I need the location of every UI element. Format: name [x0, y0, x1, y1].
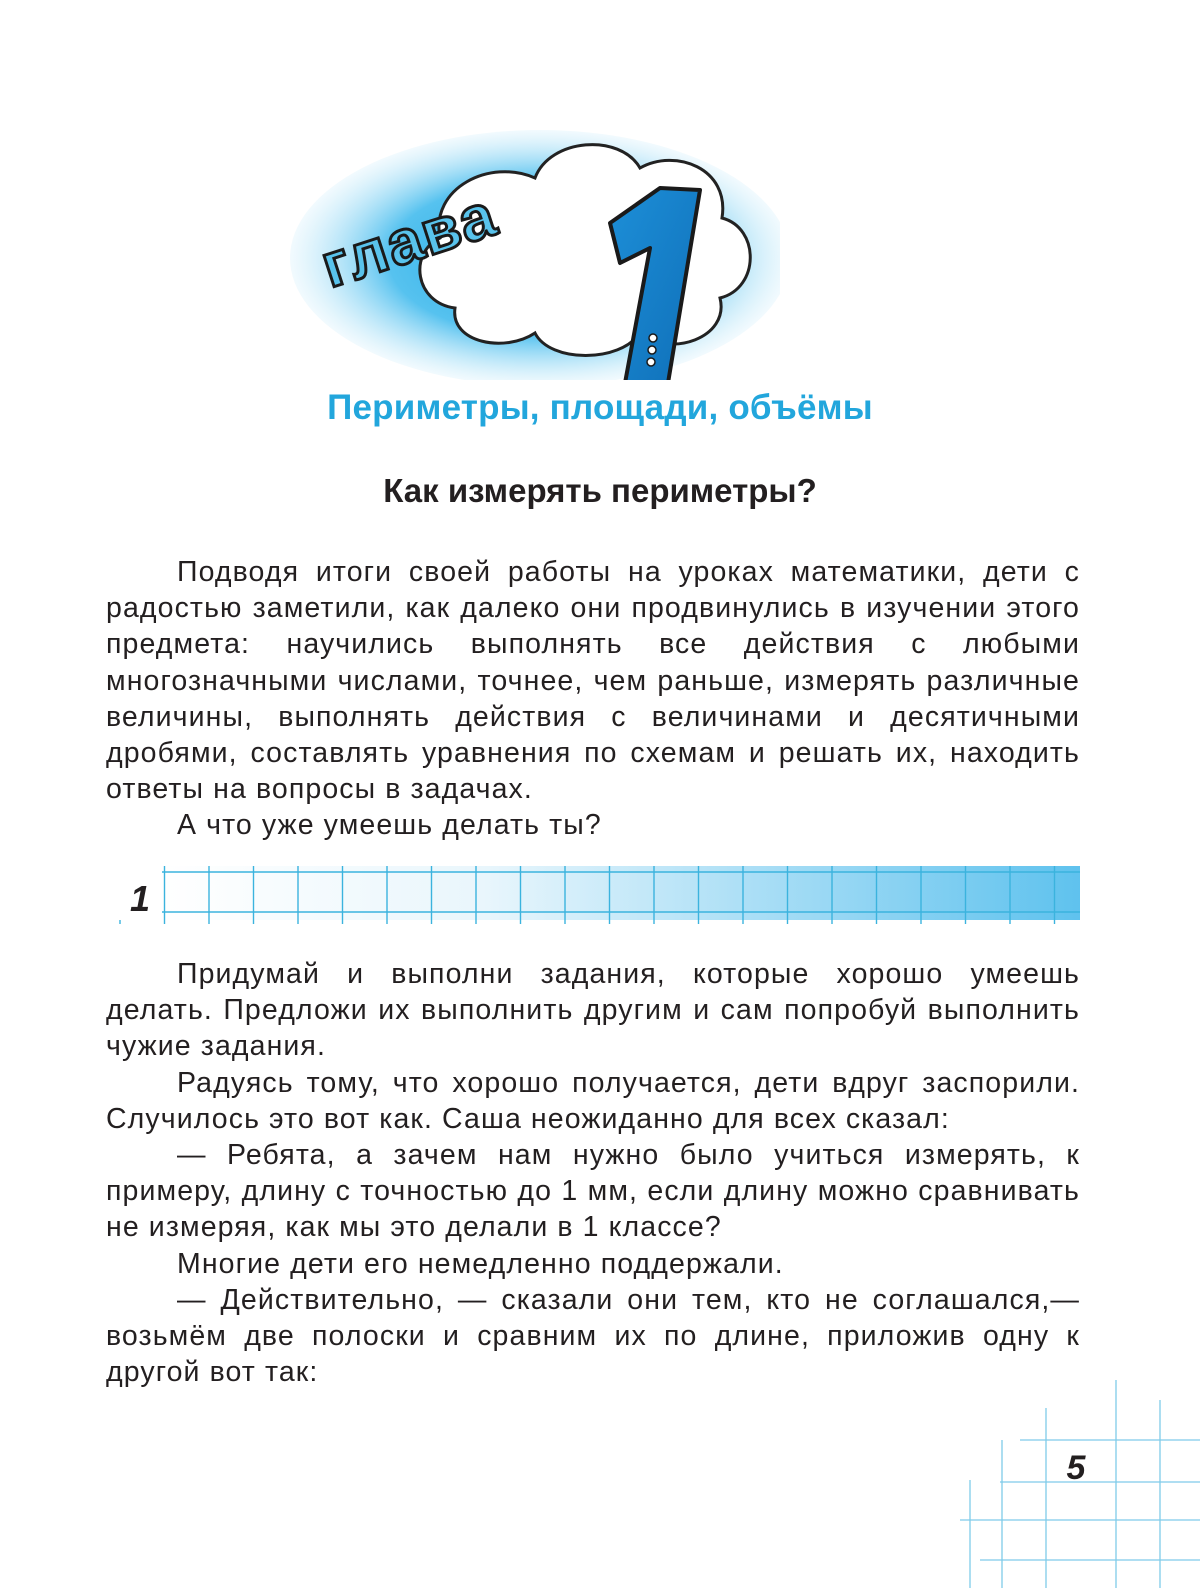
section-title: Периметры, площади, объёмы — [327, 388, 873, 427]
lesson-title: Как измерять периметры? — [383, 472, 817, 509]
chapter-badge — [290, 118, 780, 380]
page-number: 5 — [1066, 1449, 1086, 1487]
paragraph: Радуясь тому, что хорошо получается, дети вдруг заспорили. Случилось это вот как. Саша неожиданно для всех сказал: — [106, 1066, 1080, 1135]
task-text — [106, 956, 1080, 1390]
paragraph: — Действительно, — сказали они тем, кто не соглашался,— возьмём две полоски и сравним их по длине, приложив одну к другой вот так: — [106, 1283, 1080, 1389]
paragraph: Подводя итоги своей работы на уроках математики, дети с радостью заметили, как далеко они продвинулись в изучении этого предмета: научились выполнять все действия с любыми многозначными числами, точнее, чем раньше, измерять различные величины, выполнять действия с величинами и десятичными дробями, составлять уравнения по схемам и решать их, находить ответы на вопросы в задачах. — [106, 556, 1080, 806]
svg-text:глава: глава — [313, 180, 506, 302]
paragraph: Придумай и выполни задания, которые хорошо умеешь делать. Предложи их выполнить другим и сам попробуй выполнить чужие задания. — [106, 958, 1080, 1063]
intro-text — [106, 554, 1080, 844]
paragraph: А что уже умеешь делать ты? — [177, 809, 602, 842]
paragraph: — Ребята, а зачем нам нужно было учиться измерять, к примеру, длину с точностью до 1 мм, если длину можно сравнивать не измеряя, как мы это делали в 1 классе? — [106, 1139, 1080, 1244]
task-strip — [106, 866, 1080, 936]
paragraph: Многие дети его немедленно поддержали. — [177, 1247, 784, 1280]
task-number: 1 — [129, 878, 151, 919]
